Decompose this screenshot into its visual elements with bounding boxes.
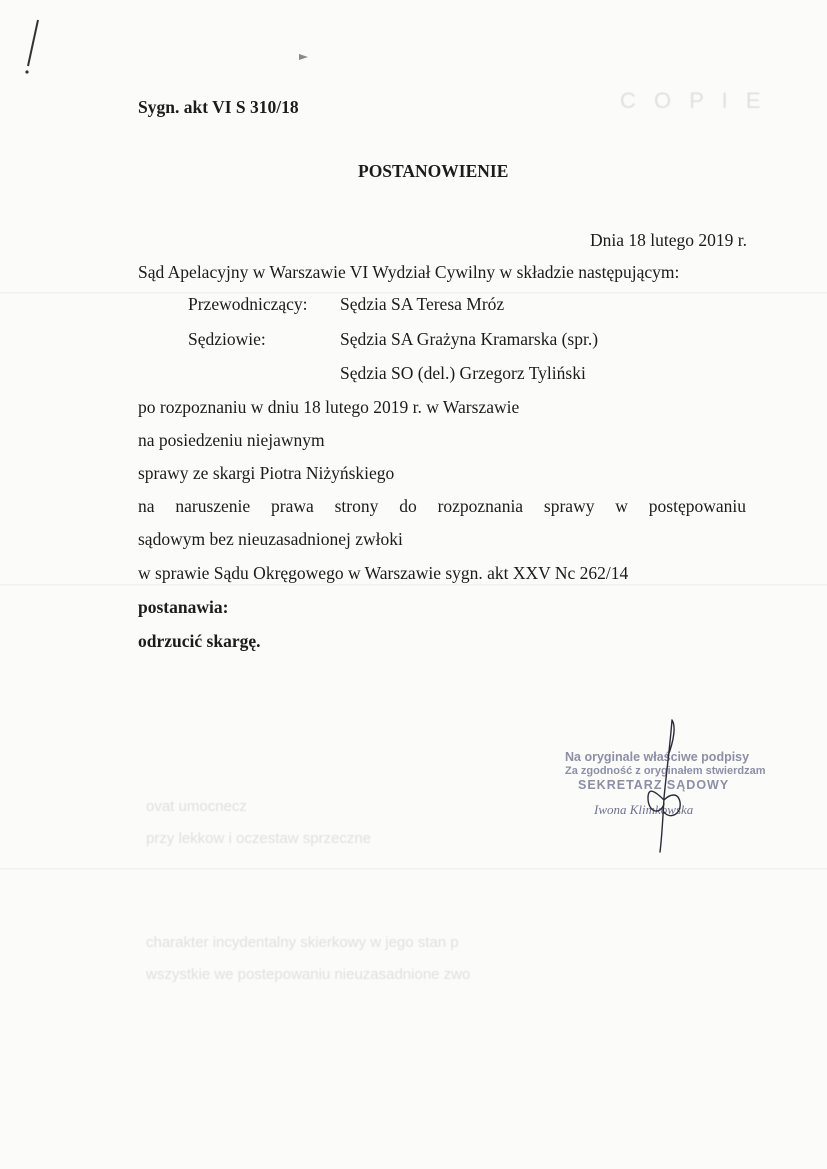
presiding-label: Przewodniczący: <box>188 294 308 314</box>
session-line: na posiedzeniu niejawnym <box>138 430 325 450</box>
violation-line-1: na naruszenie prawa strony do rozpoznania sprawy w postępowaniu <box>138 496 746 516</box>
judge-2: Sędzia SO (del.) Grzegorz Tyliński <box>340 363 586 383</box>
document-title: POSTANOWIENIE <box>358 161 509 181</box>
decides-label: postanawia: <box>138 597 229 617</box>
signature <box>630 716 690 856</box>
court-intro: Sąd Apelacyjny w Warszawie VI Wydział Cywilny w składzie następującym: <box>138 262 680 282</box>
bleed-through-text: wszystkie we postepowaniu nieuzasadnione zwo <box>146 966 471 983</box>
stamp-name: Iwona Klimkowska <box>594 802 694 817</box>
bleed-through-text: C O P I E <box>620 88 767 113</box>
margin-pen-mark <box>22 18 42 78</box>
fold-line-bottom <box>0 584 827 586</box>
violation-line-2: sądowym bez nieuzasadnionej zwłoki <box>138 529 403 549</box>
margin-arrow-mark <box>298 52 310 62</box>
stamp-line-2: Za zgodność z oryginałem stwierdzam <box>565 765 766 777</box>
bleed-through-text: ovat umocnecz <box>146 798 247 815</box>
judges-label: Sędziowie: <box>188 329 266 349</box>
bleed-through-text: przy lekkow i oczestaw sprzeczne <box>146 830 372 847</box>
presiding-judge: Sędzia SA Teresa Mróz <box>340 294 505 314</box>
fold-line-lower <box>0 868 827 870</box>
stamp-line-1: Na oryginale właściwe podpisy <box>565 750 750 764</box>
bleed-through-text: charakter incydentalny skierkowy w jego stan p <box>146 934 459 951</box>
stamp-line-3: SEKRETARZ SĄDOWY <box>578 778 730 792</box>
case-number: Sygn. akt VI S 310/18 <box>138 97 299 117</box>
complaint-line: sprawy ze skargi Piotra Niżyńskiego <box>138 463 395 483</box>
hearing-line: po rozpoznaniu w dniu 18 lutego 2019 r. w Warszawie <box>138 397 520 417</box>
ruling: odrzucić skargę. <box>138 631 261 651</box>
case-reference: w sprawie Sądu Okręgowego w Warszawie sygn. akt XXV Nc 262/14 <box>138 563 629 583</box>
document-date: Dnia 18 lutego 2019 r. <box>590 230 747 250</box>
judge-1: Sędzia SA Grażyna Kramarska (spr.) <box>340 329 599 349</box>
